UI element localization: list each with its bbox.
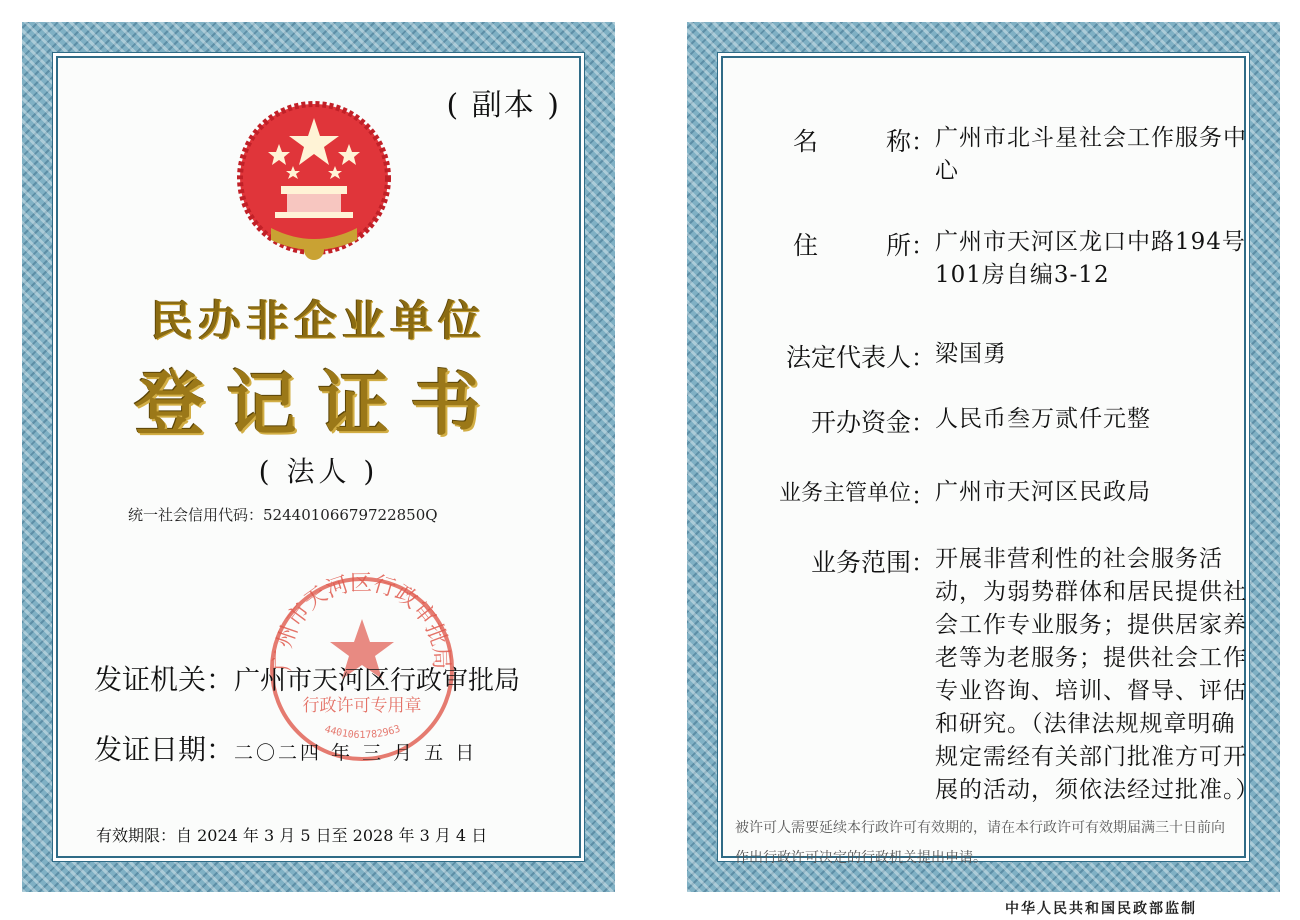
seal-number: 4401061782963	[323, 723, 402, 742]
issuer-row	[94, 658, 520, 698]
supervisor-footer: 中华人民共和国民政部监制	[1005, 901, 1197, 917]
validity-period: 有效期限：自 2024 年 3 月 5 日至 2028 年 3 月 4 日	[96, 826, 488, 845]
capital-value: 人民币叁万贰仟元整	[935, 406, 1151, 432]
renewal-note: 被许可人需要延续本行政许可有效期的，请在本行政许可有效期届满三十日前向作出行政许可决定的行政机关提出申请。	[735, 820, 1225, 866]
capital-label: 开办资金	[810, 408, 911, 437]
certificate-title: 登记证书	[134, 362, 503, 445]
address-value: 广州市天河区龙口中路194号101房自编3-12	[935, 229, 1246, 288]
certificate-right-panel	[687, 22, 1280, 892]
seal-inner-text: 行政许可专用章	[302, 696, 422, 716]
name-label: 名 称	[793, 127, 911, 156]
business-scope-label: 业务范围	[810, 548, 911, 577]
credit-code-label: 统一社会信用代码：	[128, 506, 264, 524]
field-address: 住 所 ： 广州市天河区龙口中路194号101房自编3-12	[733, 226, 1253, 292]
legal-representative-label: 法定代表人	[785, 343, 911, 372]
field-supervising-authority: 业务主管单位 ： 广州市天河区民政局	[733, 476, 1253, 511]
organization-type: 民办非企业单位	[150, 296, 487, 345]
issue-date-row	[94, 728, 477, 768]
credit-code-row	[128, 504, 438, 525]
legal-representative-value: 梁国勇	[935, 341, 1007, 367]
legal-person-label: ( 法人 )	[258, 455, 379, 488]
issue-date-value: 二〇二四 年 三 月 五 日	[234, 742, 478, 764]
name-value: 广州市北斗星社会工作服务中心	[935, 125, 1247, 184]
certificate-left-inner	[58, 58, 579, 856]
certificate-left-panel	[22, 22, 615, 892]
issue-date-label: 发证日期：	[94, 733, 235, 766]
national-emblem-icon	[231, 100, 397, 270]
copy-mark: ( 副本 )	[446, 88, 561, 123]
field-capital: 开办资金 ： 人民币叁万贰仟元整	[733, 403, 1253, 439]
credit-code-value: 52440106679722850Q	[263, 506, 438, 524]
business-scope-value: 开展非营利性的社会服务活动，为弱势群体和居民提供社会工作专业服务；提供居家养老等为老服务；提供社会工作专业咨询、培训、督导、评估和研究。（法律法规规章明确规定需经有关部门批准方可开展的活动，须依法经过批准。）	[935, 546, 1260, 803]
issuer-label: 发证机关：	[94, 663, 235, 696]
field-business-scope: 业务范围 ： 开展非营利性的社会服务活动，为弱势群体和居民提供社会工作专业服务；提供居家养老等为老服务；提供社会工作专业咨询、培训、督导、评估和研究。（法律法规规章明确规定需经有关部门批准方可开展的活动，须依法经过批准。）	[733, 543, 1253, 807]
address-label: 住 所	[793, 231, 911, 260]
field-legal-representative: 法定代表人 ： 梁国勇	[733, 338, 1253, 374]
seal-outer-text: 广州市天河区行政审批局	[270, 571, 454, 672]
field-name: 名 称 ： 广州市北斗星社会工作服务中心	[733, 122, 1253, 188]
supervising-authority-label: 业务主管单位	[778, 481, 911, 506]
supervising-authority-value: 广州市天河区民政局	[935, 479, 1151, 505]
certificate-right-inner	[723, 58, 1260, 866]
issuer-value: 广州市天河区行政审批局	[234, 666, 521, 696]
